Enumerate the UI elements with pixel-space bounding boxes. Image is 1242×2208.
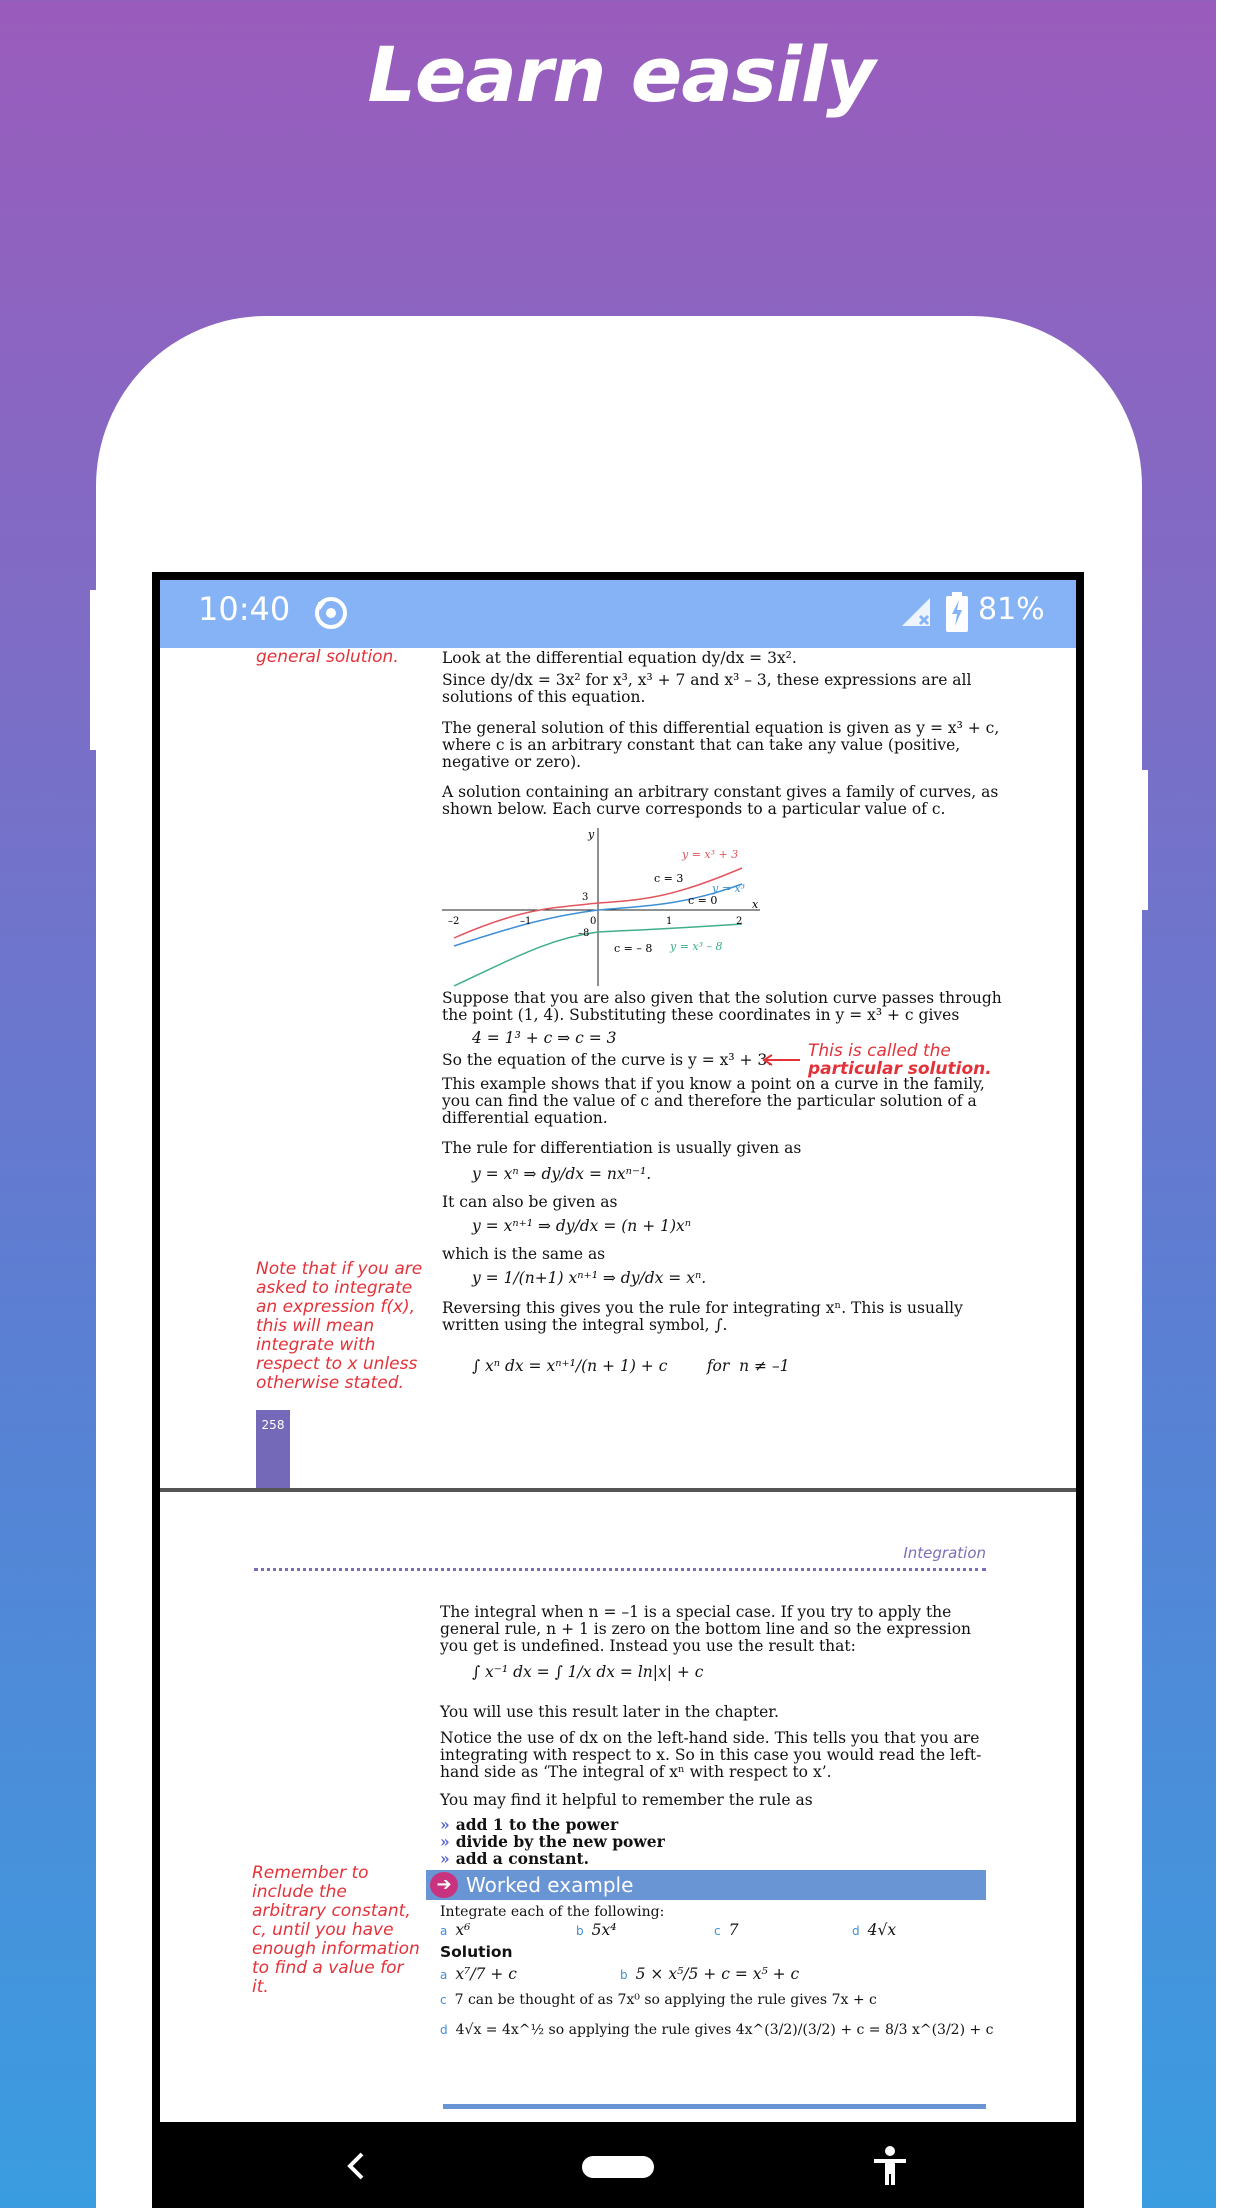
margin-note-remember: Remember to include the arbitrary constant, c, until you have enough information to find a value for it. xyxy=(252,1863,420,1997)
tick-1: 1 xyxy=(666,916,673,927)
c-label-m8: c = – 8 xyxy=(614,942,653,955)
chapter-label: Integration xyxy=(903,1544,986,1562)
equation: y = 1/(n+1) xⁿ⁺¹ ⇒ dy/dx = xⁿ. xyxy=(472,1269,707,1287)
equation: ∫ xⁿ dx = xⁿ⁺¹/(n + 1) + c for n ≠ –1 xyxy=(472,1357,790,1375)
we-item: c 7 xyxy=(714,1921,739,1939)
paragraph: which is the same as xyxy=(442,1245,606,1263)
tick-m2: –2 xyxy=(448,916,460,927)
margin-note-integrate: Note that if you are asked to integrate an expression f(x), this will mean integrate with respect to x unless otherwise stated. xyxy=(256,1259,423,1393)
dotted-rule xyxy=(254,1568,986,1571)
we-item: b 5x⁴ xyxy=(576,1921,617,1939)
phone-side-button-left xyxy=(90,590,98,750)
paragraph: This example shows that if you know a point on a curve in the family, you can find the value of c and therefore the particular solution of a differential equation. xyxy=(442,1075,985,1127)
family-of-curves-graph xyxy=(442,828,762,988)
arrow-right-icon: ➔ xyxy=(430,1872,458,1898)
worked-example-header xyxy=(426,1870,986,1900)
right-edge xyxy=(1216,0,1242,2208)
c-label-0: c = 0 xyxy=(688,894,718,907)
axis-label-x: x xyxy=(752,898,759,911)
paragraph: So the equation of the curve is y = x³ + 3. xyxy=(442,1051,773,1069)
paragraph: Since dy/dx = 3x² for x³, x³ + 7 and x³ – 3, these expressions are all solutions of this equation. xyxy=(442,671,972,706)
solution-d: d 4√x = 4x^½ so applying the rule gives 4x^(3/2)/(3/2) + c = 8/3 x^(3/2) + c xyxy=(440,2022,994,2038)
equation: 4 = 1³ + c ⇒ c = 3 xyxy=(472,1029,617,1047)
tick-3: 3 xyxy=(582,892,589,903)
paragraph: A solution containing an arbitrary constant gives a family of curves, as shown below. Each curve corresponds to a particular value of c. xyxy=(442,783,999,818)
phone-side-button-right xyxy=(1140,770,1148,910)
battery-charging-icon xyxy=(946,592,968,632)
note-particular-solution-1: This is called the xyxy=(808,1041,951,1061)
home-button[interactable] xyxy=(582,2156,654,2178)
back-icon[interactable] xyxy=(336,2146,376,2186)
bullet-item: » add 1 to the power xyxy=(440,1815,619,1834)
bottom-rule xyxy=(443,2104,986,2109)
battery-percent: 81% xyxy=(978,592,1045,627)
paragraph: The rule for differentiation is usually given as xyxy=(442,1139,802,1157)
phone-screen xyxy=(152,572,1084,2208)
book-page-integration xyxy=(160,1492,1076,2122)
c-label-3: c = 3 xyxy=(654,872,684,885)
paragraph: Reversing this gives you the rule for integrating xⁿ. This is usually written using the integral symbol, ∫. xyxy=(442,1299,963,1334)
status-bar xyxy=(160,580,1076,648)
tick-0: 0 xyxy=(590,916,597,927)
solution-c: c 7 can be thought of as 7x⁰ so applying the rule gives 7x + c xyxy=(440,1992,877,2008)
rule-bullets xyxy=(440,1816,665,1867)
bullet-item: » divide by the new power xyxy=(440,1832,665,1851)
paragraph: The general solution of this differential equation is given as y = x³ + c, where c is an arbitrary constant that can take any value (positive, negative or zero). xyxy=(442,719,1000,771)
we-item: d 4√x xyxy=(852,1921,897,1939)
tick-m1: –1 xyxy=(520,916,532,927)
curve-label-low: y = x³ – 8 xyxy=(670,940,723,953)
equation: y = xⁿ ⇒ dy/dx = nxⁿ⁻¹. xyxy=(472,1165,652,1183)
paragraph: Suppose that you are also given that the solution curve passes through the point (1, 4). Substituting these coordinates in y = x³ + c gives xyxy=(442,989,1002,1024)
tick-2: 2 xyxy=(736,916,743,927)
we-prompt: Integrate each of the following: xyxy=(440,1904,665,1920)
book-page-258 xyxy=(160,648,1076,1488)
axis-label-y: y xyxy=(588,828,595,841)
status-time: 10:40 xyxy=(198,590,291,628)
tick-m8: –8 xyxy=(578,928,590,939)
solution-b: b 5 × x⁵/5 + c = x⁵ + c xyxy=(620,1965,800,1983)
accessibility-icon[interactable] xyxy=(868,2144,912,2188)
navigation-bar xyxy=(160,2122,1076,2208)
sync-icon xyxy=(312,594,350,632)
equation: ∫ x⁻¹ dx = ∫ 1/x dx = ln|x| + c xyxy=(472,1663,704,1681)
arrow-icon xyxy=(760,1054,802,1066)
solution-heading: Solution xyxy=(440,1943,513,1961)
note-particular-solution-2: particular solution. xyxy=(808,1059,992,1079)
headline: Learn easily xyxy=(367,30,875,119)
worked-example-title: Worked example xyxy=(466,1873,634,1897)
bullet-item: » add a constant. xyxy=(440,1849,590,1868)
we-item: a x⁶ xyxy=(440,1921,471,1939)
paragraph: You may find it helpful to remember the rule as xyxy=(440,1791,813,1809)
curve-label-mid: y = x³ xyxy=(712,882,746,895)
equation: y = xⁿ⁺¹ ⇒ dy/dx = (n + 1)xⁿ xyxy=(472,1217,692,1235)
page-number: 258 xyxy=(256,1410,290,1490)
paragraph: The integral when n = –1 is a special case. If you try to apply the general rule, n + 1 is zero on the bottom line and so the expression you get is undefined. Instead you use the result that: xyxy=(440,1603,972,1655)
no-signal-icon xyxy=(900,596,932,628)
paragraph: Look at the differential equation dy/dx = 3x². xyxy=(442,649,797,667)
paragraph: You will use this result later in the chapter. xyxy=(440,1703,779,1721)
paragraph: It can also be given as xyxy=(442,1193,618,1211)
margin-note-general-solution: general solution. xyxy=(256,647,399,667)
solution-a: a x⁷/7 + c xyxy=(440,1965,517,1983)
curve-label-top: y = x³ + 3 xyxy=(682,848,739,861)
paragraph: Notice the use of dx on the left-hand side. This tells you that you are integrating with respect to x. So in this case you would read the left-hand side as ‘The integral of xⁿ with respect to x’. xyxy=(440,1729,982,1781)
